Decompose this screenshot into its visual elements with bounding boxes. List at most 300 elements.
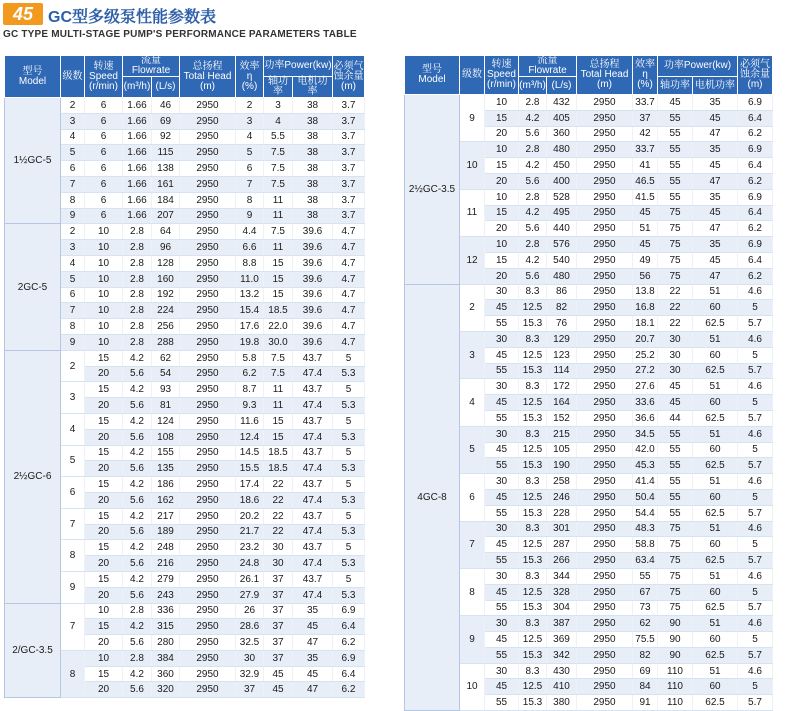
shaft-power-cell: 75: [658, 252, 693, 268]
shaft-power-cell: 75: [658, 521, 693, 537]
flow-m3h-cell: 8.3: [519, 426, 547, 442]
shaft-power-cell: 22.0: [264, 319, 293, 335]
speed-cell: 10: [85, 334, 123, 350]
flow-m3h-cell: 15.3: [519, 695, 547, 711]
efficiency-cell: 49: [633, 252, 658, 268]
npsh-cell: 4.6: [738, 331, 773, 347]
shaft-power-cell: 37: [264, 603, 293, 619]
table-row: [5, 603, 365, 619]
shaft-power-cell: 90: [658, 647, 693, 663]
head-cell: 2950: [180, 619, 236, 635]
flow-m3h-cell: 5.6: [123, 398, 152, 414]
speed-cell: 30: [485, 616, 519, 632]
speed-cell: 15: [85, 477, 123, 493]
npsh-cell: 5: [333, 508, 365, 524]
flow-ls-cell: 86: [547, 284, 577, 300]
flow-m3h-cell: 5.6: [123, 461, 152, 477]
shaft-power-cell: 55: [658, 158, 693, 174]
speed-cell: 20: [85, 492, 123, 508]
flow-m3h-cell: 5.6: [123, 492, 152, 508]
stage-cell: 4: [460, 379, 485, 426]
speed-cell: 10: [85, 271, 123, 287]
head-cell: 2950: [180, 398, 236, 414]
flow-m3h-cell: 2.8: [123, 255, 152, 271]
header-total-head: 总扬程 Total Head (m): [180, 56, 236, 98]
flow-ls-cell: 138: [152, 161, 180, 177]
right-performance-table: [404, 55, 773, 711]
speed-cell: 10: [85, 603, 123, 619]
flow-m3h-cell: 5.6: [519, 173, 547, 189]
flow-ls-cell: 224: [152, 303, 180, 319]
efficiency-cell: 16.8: [633, 300, 658, 316]
flow-ls-cell: 155: [152, 445, 180, 461]
stage-cell: 10: [460, 142, 485, 189]
head-cell: 2950: [180, 445, 236, 461]
efficiency-cell: 19.8: [236, 334, 264, 350]
npsh-cell: 3.7: [333, 192, 365, 208]
npsh-cell: 5: [333, 382, 365, 398]
speed-cell: 6: [85, 192, 123, 208]
npsh-cell: 5.7: [738, 410, 773, 426]
table-row: [405, 284, 773, 300]
head-cell: 2950: [577, 95, 633, 111]
npsh-cell: 5: [738, 300, 773, 316]
head-cell: 2950: [180, 255, 236, 271]
shaft-power-cell: 18.5: [264, 445, 293, 461]
motor-power-cell: 51: [693, 426, 738, 442]
motor-power-cell: 43.7: [293, 382, 333, 398]
shaft-power-cell: 37: [264, 635, 293, 651]
flow-m3h-cell: 1.66: [123, 176, 152, 192]
stage-cell: 5: [61, 445, 85, 477]
flow-ls-cell: 215: [547, 426, 577, 442]
motor-power-cell: 51: [693, 379, 738, 395]
efficiency-cell: 33.6: [633, 395, 658, 411]
flow-ls-cell: 108: [152, 429, 180, 445]
stage-cell: 8: [61, 192, 85, 208]
stage-cell: 6: [61, 287, 85, 303]
flow-m3h-cell: 2.8: [123, 224, 152, 240]
flow-ls-cell: 344: [547, 568, 577, 584]
header-npsh: 必须气 蚀余量 (m): [333, 56, 365, 98]
head-cell: 2950: [180, 113, 236, 129]
efficiency-cell: 36.6: [633, 410, 658, 426]
speed-cell: 30: [485, 521, 519, 537]
head-cell: 2950: [577, 616, 633, 632]
stage-cell: 4: [61, 413, 85, 445]
head-cell: 2950: [180, 224, 236, 240]
flow-ls-cell: 342: [547, 647, 577, 663]
flow-ls-cell: 279: [152, 571, 180, 587]
table-row: [405, 568, 773, 584]
stage-cell: 3: [61, 382, 85, 414]
shaft-power-cell: 90: [658, 616, 693, 632]
header-motor-power: 电机功率: [693, 77, 738, 95]
head-cell: 2950: [577, 126, 633, 142]
speed-cell: 15: [85, 508, 123, 524]
flow-ls-cell: 315: [152, 619, 180, 635]
head-cell: 2950: [577, 110, 633, 126]
head-cell: 2950: [180, 635, 236, 651]
motor-power-cell: 51: [693, 331, 738, 347]
shaft-power-cell: 7.5: [264, 176, 293, 192]
efficiency-cell: 67: [633, 584, 658, 600]
header-model: 型号 Model: [5, 56, 61, 98]
motor-power-cell: 38: [293, 161, 333, 177]
shaft-power-cell: 37: [264, 587, 293, 603]
flow-m3h-cell: 15.3: [519, 316, 547, 332]
head-cell: 2950: [577, 221, 633, 237]
flow-m3h-cell: 4.2: [123, 619, 152, 635]
right-table-body: [405, 95, 773, 711]
motor-power-cell: 45: [693, 110, 738, 126]
flow-m3h-cell: 2.8: [123, 287, 152, 303]
npsh-cell: 6.2: [738, 221, 773, 237]
flow-ls-cell: 266: [547, 553, 577, 569]
head-cell: 2950: [577, 363, 633, 379]
efficiency-cell: 28.6: [236, 619, 264, 635]
header-shaft-power: 轴功率: [264, 77, 293, 98]
flow-m3h-cell: 12.5: [519, 395, 547, 411]
flow-ls-cell: 246: [547, 489, 577, 505]
flow-ls-cell: 128: [152, 255, 180, 271]
efficiency-cell: 45.3: [633, 458, 658, 474]
flow-ls-cell: 124: [152, 413, 180, 429]
flow-ls-cell: 480: [547, 268, 577, 284]
head-cell: 2950: [577, 695, 633, 711]
head-cell: 2950: [180, 271, 236, 287]
speed-cell: 20: [85, 366, 123, 382]
motor-power-cell: 47: [693, 173, 738, 189]
motor-power-cell: 47: [293, 682, 333, 698]
speed-cell: 15: [485, 205, 519, 221]
flow-ls-cell: 184: [152, 192, 180, 208]
npsh-cell: 5.7: [738, 316, 773, 332]
shaft-power-cell: 55: [658, 442, 693, 458]
stage-cell: 8: [61, 650, 85, 697]
motor-power-cell: 45: [693, 205, 738, 221]
header-efficiency: 效率 η (%): [236, 56, 264, 98]
npsh-cell: 6.2: [738, 173, 773, 189]
table-row: [405, 379, 773, 395]
speed-cell: 10: [85, 287, 123, 303]
shaft-power-cell: 11: [264, 192, 293, 208]
npsh-cell: 3.7: [333, 161, 365, 177]
npsh-cell: 6.9: [333, 603, 365, 619]
npsh-cell: 6.2: [738, 126, 773, 142]
npsh-cell: 4.7: [333, 255, 365, 271]
npsh-cell: 5.7: [738, 363, 773, 379]
flow-m3h-cell: 1.66: [123, 129, 152, 145]
shaft-power-cell: 75: [658, 268, 693, 284]
npsh-cell: 5: [333, 571, 365, 587]
header-flow-m3h: (m³/h): [123, 77, 152, 98]
flow-m3h-cell: 2.8: [123, 303, 152, 319]
table-row: [405, 426, 773, 442]
npsh-cell: 4.7: [333, 303, 365, 319]
head-cell: 2950: [577, 158, 633, 174]
flow-m3h-cell: 4.2: [123, 477, 152, 493]
shaft-power-cell: 5.5: [264, 129, 293, 145]
flow-m3h-cell: 1.66: [123, 192, 152, 208]
motor-power-cell: 43.7: [293, 508, 333, 524]
head-cell: 2950: [180, 240, 236, 256]
motor-power-cell: 45: [693, 252, 738, 268]
efficiency-cell: 84: [633, 679, 658, 695]
speed-cell: 55: [485, 505, 519, 521]
motor-power-cell: 60: [693, 679, 738, 695]
npsh-cell: 5: [738, 442, 773, 458]
head-cell: 2950: [180, 413, 236, 429]
npsh-cell: 4.7: [333, 240, 365, 256]
motor-power-cell: 47.4: [293, 461, 333, 477]
flow-m3h-cell: 4.2: [123, 540, 152, 556]
motor-power-cell: 35: [693, 95, 738, 111]
npsh-cell: 4.6: [738, 284, 773, 300]
flow-ls-cell: 400: [547, 173, 577, 189]
speed-cell: 10: [85, 319, 123, 335]
shaft-power-cell: 30: [658, 347, 693, 363]
shaft-power-cell: 22: [264, 477, 293, 493]
flow-m3h-cell: 5.6: [519, 126, 547, 142]
flow-m3h-cell: 5.6: [123, 635, 152, 651]
motor-power-cell: 60: [693, 395, 738, 411]
stage-cell: 9: [460, 95, 485, 142]
stage-cell: 9: [61, 571, 85, 603]
flow-ls-cell: 384: [152, 650, 180, 666]
efficiency-cell: 32.9: [236, 666, 264, 682]
head-cell: 2950: [577, 600, 633, 616]
shaft-power-cell: 4: [264, 113, 293, 129]
efficiency-cell: 11.0: [236, 271, 264, 287]
motor-power-cell: 38: [293, 98, 333, 114]
flow-ls-cell: 190: [547, 458, 577, 474]
head-cell: 2950: [577, 647, 633, 663]
speed-cell: 20: [85, 556, 123, 572]
table-row: [405, 142, 773, 158]
stage-cell: 7: [61, 508, 85, 540]
stage-cell: 5: [61, 271, 85, 287]
speed-cell: 10: [85, 224, 123, 240]
flow-m3h-cell: 15.3: [519, 363, 547, 379]
stage-cell: 4: [61, 255, 85, 271]
speed-cell: 55: [485, 410, 519, 426]
npsh-cell: 5: [738, 489, 773, 505]
stage-cell: 8: [460, 568, 485, 615]
speed-cell: 20: [485, 268, 519, 284]
head-cell: 2950: [577, 663, 633, 679]
speed-cell: 45: [485, 442, 519, 458]
shaft-power-cell: 7.5: [264, 350, 293, 366]
head-cell: 2950: [180, 461, 236, 477]
motor-power-cell: 60: [693, 347, 738, 363]
flow-m3h-cell: 1.66: [123, 208, 152, 224]
efficiency-cell: 55: [633, 568, 658, 584]
stage-cell: 2: [61, 350, 85, 382]
flow-ls-cell: 405: [547, 110, 577, 126]
flow-ls-cell: 369: [547, 632, 577, 648]
efficiency-cell: 13.2: [236, 287, 264, 303]
speed-cell: 20: [485, 221, 519, 237]
shaft-power-cell: 30: [658, 331, 693, 347]
flow-m3h-cell: 15.3: [519, 410, 547, 426]
head-cell: 2950: [577, 410, 633, 426]
head-cell: 2950: [180, 208, 236, 224]
speed-cell: 10: [85, 303, 123, 319]
stage-cell: 3: [460, 331, 485, 378]
flow-m3h-cell: 15.3: [519, 505, 547, 521]
npsh-cell: 5: [738, 395, 773, 411]
efficiency-cell: 30: [236, 650, 264, 666]
npsh-cell: 6.4: [333, 619, 365, 635]
motor-power-cell: 38: [293, 145, 333, 161]
head-cell: 2950: [577, 584, 633, 600]
flow-ls-cell: 92: [152, 129, 180, 145]
npsh-cell: 6.4: [333, 666, 365, 682]
flow-m3h-cell: 12.5: [519, 584, 547, 600]
npsh-cell: 5.3: [333, 587, 365, 603]
efficiency-cell: 41.4: [633, 474, 658, 490]
head-cell: 2950: [180, 287, 236, 303]
motor-power-cell: 45: [693, 158, 738, 174]
speed-cell: 55: [485, 553, 519, 569]
motor-power-cell: 35: [693, 237, 738, 253]
flow-m3h-cell: 2.8: [519, 189, 547, 205]
flow-m3h-cell: 12.5: [519, 679, 547, 695]
npsh-cell: 6.9: [738, 142, 773, 158]
speed-cell: 6: [85, 208, 123, 224]
npsh-cell: 6.9: [738, 95, 773, 111]
shaft-power-cell: 37: [264, 650, 293, 666]
flow-m3h-cell: 2.8: [123, 650, 152, 666]
efficiency-cell: 37: [236, 682, 264, 698]
motor-power-cell: 62.5: [693, 695, 738, 711]
flow-m3h-cell: 15.3: [519, 647, 547, 663]
motor-power-cell: 43.7: [293, 445, 333, 461]
efficiency-cell: 12.4: [236, 429, 264, 445]
left-table-body: [5, 98, 365, 698]
stage-cell: 5: [460, 426, 485, 473]
motor-power-cell: 39.6: [293, 303, 333, 319]
npsh-cell: 4.6: [738, 474, 773, 490]
speed-cell: 6: [85, 129, 123, 145]
flow-ls-cell: 172: [547, 379, 577, 395]
flow-ls-cell: 288: [152, 334, 180, 350]
shaft-power-cell: 30: [658, 363, 693, 379]
motor-power-cell: 38: [293, 113, 333, 129]
stage-cell: 9: [460, 616, 485, 663]
motor-power-cell: 60: [693, 584, 738, 600]
stage-cell: 12: [460, 237, 485, 284]
speed-cell: 10: [485, 237, 519, 253]
head-cell: 2950: [180, 176, 236, 192]
head-cell: 2950: [577, 237, 633, 253]
speed-cell: 45: [485, 347, 519, 363]
table-row: [405, 616, 773, 632]
shaft-power-cell: 55: [658, 142, 693, 158]
flow-ls-cell: 162: [152, 492, 180, 508]
flow-m3h-cell: 12.5: [519, 347, 547, 363]
flow-ls-cell: 217: [152, 508, 180, 524]
speed-cell: 10: [485, 189, 519, 205]
left-table-container: [4, 55, 365, 698]
head-cell: 2950: [180, 350, 236, 366]
flow-ls-cell: 387: [547, 616, 577, 632]
head-cell: 2950: [180, 587, 236, 603]
efficiency-cell: 42.0: [633, 442, 658, 458]
flow-ls-cell: 192: [152, 287, 180, 303]
shaft-power-cell: 75: [658, 205, 693, 221]
npsh-cell: 6.4: [738, 205, 773, 221]
head-cell: 2950: [577, 474, 633, 490]
shaft-power-cell: 11: [264, 208, 293, 224]
speed-cell: 30: [485, 426, 519, 442]
flow-m3h-cell: 15.3: [519, 553, 547, 569]
npsh-cell: 5: [333, 413, 365, 429]
flow-m3h-cell: 2.8: [519, 95, 547, 111]
motor-power-cell: 51: [693, 474, 738, 490]
stage-cell: 6: [460, 474, 485, 521]
shaft-power-cell: 37: [264, 571, 293, 587]
header-stages: 级数: [61, 56, 85, 98]
flow-m3h-cell: 2.8: [519, 142, 547, 158]
head-cell: 2950: [180, 666, 236, 682]
flow-m3h-cell: 12.5: [519, 632, 547, 648]
flow-m3h-cell: 8.3: [519, 474, 547, 490]
speed-cell: 15: [485, 252, 519, 268]
npsh-cell: 5: [738, 347, 773, 363]
head-cell: 2950: [180, 492, 236, 508]
speed-cell: 20: [85, 587, 123, 603]
table-row: [405, 237, 773, 253]
motor-power-cell: 35: [693, 142, 738, 158]
npsh-cell: 3.7: [333, 98, 365, 114]
flow-m3h-cell: 12.5: [519, 442, 547, 458]
stage-cell: 3: [61, 113, 85, 129]
flow-m3h-cell: 1.66: [123, 145, 152, 161]
shaft-power-cell: 30.0: [264, 334, 293, 350]
efficiency-cell: 23.2: [236, 540, 264, 556]
table-row: [405, 331, 773, 347]
motor-power-cell: 47.4: [293, 429, 333, 445]
motor-power-cell: 47: [293, 635, 333, 651]
efficiency-cell: 17.4: [236, 477, 264, 493]
header-efficiency: 效率 η (%): [633, 56, 658, 95]
head-cell: 2950: [577, 252, 633, 268]
speed-cell: 10: [85, 650, 123, 666]
efficiency-cell: 2: [236, 98, 264, 114]
npsh-cell: 3.7: [333, 176, 365, 192]
stage-cell: 9: [61, 334, 85, 350]
page-title: GC型多级泵性能参数表: [48, 9, 217, 26]
motor-power-cell: 38: [293, 176, 333, 192]
motor-power-cell: 60: [693, 300, 738, 316]
flow-ls-cell: 248: [152, 540, 180, 556]
speed-cell: 15: [85, 619, 123, 635]
npsh-cell: 4.6: [738, 568, 773, 584]
header-power: 功率Power(kw): [658, 56, 738, 77]
flow-m3h-cell: 12.5: [519, 489, 547, 505]
head-cell: 2950: [180, 98, 236, 114]
npsh-cell: 5.3: [333, 524, 365, 540]
flow-ls-cell: 243: [152, 587, 180, 603]
speed-cell: 15: [485, 110, 519, 126]
stage-cell: 4: [61, 129, 85, 145]
head-cell: 2950: [577, 537, 633, 553]
flow-ls-cell: 62: [152, 350, 180, 366]
flow-ls-cell: 152: [547, 410, 577, 426]
efficiency-cell: 5.8: [236, 350, 264, 366]
